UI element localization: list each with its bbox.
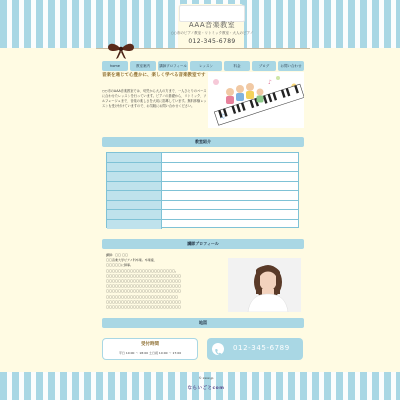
ribbon-bow-icon bbox=[106, 40, 136, 60]
table-header-cell bbox=[107, 220, 162, 230]
footer-logo[interactable]: ならいごとcom bbox=[187, 386, 225, 391]
site-tagline: ○○市のピアノ教室・リトミック教室・大人のピアノ bbox=[170, 31, 254, 35]
business-hours-text: 平日 10:00 〜 18:00 土日祝 10:00 〜 17:00 bbox=[118, 351, 182, 355]
profile-line: 〇〇〇〇〇に師事。 bbox=[106, 263, 134, 268]
table-row bbox=[107, 191, 298, 201]
profile-line: 〇〇〇〇〇〇〇〇〇〇〇〇〇〇〇〇〇〇〇〇〇〇〇〇〇 bbox=[106, 273, 182, 278]
phone-icon bbox=[212, 343, 224, 355]
profile-line: 〇〇〇〇〇〇〇〇〇〇〇〇〇〇〇〇〇〇〇〇〇〇〇〇〇 bbox=[106, 299, 182, 304]
profile-line: 〇〇〇〇〇〇〇〇〇〇〇〇〇〇〇〇〇〇〇〇〇〇〇〇 bbox=[106, 294, 179, 299]
profile-line: 〇〇音楽大学ピアノ科卒業。卒業後、 bbox=[106, 258, 157, 263]
intro-heading: 音楽を通じて心豊かに、楽しく学べる音楽教室です bbox=[102, 73, 206, 78]
table-row bbox=[107, 153, 298, 163]
nav-contact[interactable]: お問い合わせ bbox=[278, 61, 304, 71]
business-hours-title: 受付時間 bbox=[141, 342, 159, 347]
nav-fees[interactable]: 料金 bbox=[224, 61, 250, 71]
table-row bbox=[107, 163, 298, 173]
section-title-map: 地図 bbox=[102, 318, 304, 328]
svg-text:♫: ♫ bbox=[220, 113, 226, 120]
phone-contact-box[interactable] bbox=[207, 338, 303, 360]
table-header-cell bbox=[107, 163, 162, 172]
table-row bbox=[107, 220, 298, 230]
profile-line: 講師：〇〇 〇〇 bbox=[106, 253, 128, 257]
site-title[interactable]: AAA音楽教室 bbox=[188, 21, 236, 29]
nav-school-info[interactable]: 教室案内 bbox=[130, 61, 156, 71]
teacher-photo bbox=[228, 258, 301, 312]
svg-text:♪: ♪ bbox=[268, 79, 272, 86]
table-header-cell bbox=[107, 191, 162, 200]
nav-home[interactable]: home bbox=[102, 61, 128, 71]
profile-line: 〇〇〇〇〇〇〇〇〇〇〇〇〇〇〇〇〇〇〇〇〇〇〇〇〇 bbox=[106, 289, 182, 294]
table-header-cell bbox=[107, 201, 162, 210]
profile-line: 〇〇〇〇〇〇〇〇〇〇〇〇〇〇〇〇〇〇〇〇〇〇〇。 bbox=[106, 268, 179, 273]
copyright-text: © xxxx.jp bbox=[198, 376, 214, 380]
table-row bbox=[107, 201, 298, 211]
business-hours-box bbox=[102, 338, 198, 360]
profile-line: 〇〇〇〇〇〇〇〇〇〇〇〇〇〇〇〇〇〇〇〇〇〇〇〇〇 bbox=[106, 305, 182, 310]
table-row bbox=[107, 172, 298, 182]
profile-line: 〇〇〇〇〇〇〇〇〇〇〇〇〇〇〇〇〇〇〇〇〇〇〇〇〇 bbox=[106, 279, 182, 284]
nav-teacher-profile[interactable]: 講師プロフィール bbox=[158, 61, 188, 71]
main-navigation bbox=[102, 61, 304, 71]
header-phone[interactable]: 012-345-6789 bbox=[188, 38, 236, 45]
table-row bbox=[107, 210, 298, 220]
section-title-school-info: 教室紹介 bbox=[102, 137, 304, 147]
intro-body-text: ○○市のAAA音楽教室では、幼児から大人の方まで、一人ひとりのペースに合わせたレッスンを行っています。ピアノの基礎から、リトミック、ソルフェージュまで、音楽の楽しさを大切に指導しています。無料体験レッスンも受け付けていますので、お気軽にお問い合わせください。 bbox=[102, 89, 207, 108]
nav-lessons[interactable]: レッスン bbox=[190, 61, 222, 71]
table-header-cell bbox=[107, 153, 162, 162]
profile-line: 〇〇〇〇〇〇〇〇〇〇〇〇〇〇〇〇〇〇〇〇〇〇〇〇〇 bbox=[106, 284, 182, 289]
table-row bbox=[107, 182, 298, 192]
table-header-cell bbox=[107, 172, 162, 181]
hero-piano-image bbox=[208, 72, 304, 128]
nav-blog[interactable]: ブログ bbox=[252, 61, 276, 71]
table-header-cell bbox=[107, 182, 162, 191]
phone-number[interactable]: 012-345-6789 bbox=[233, 344, 290, 352]
profile-text bbox=[106, 253, 224, 310]
school-info-table bbox=[106, 152, 299, 228]
section-title-teacher-profile: 講師プロフィール bbox=[102, 239, 304, 249]
table-header-cell bbox=[107, 210, 162, 219]
